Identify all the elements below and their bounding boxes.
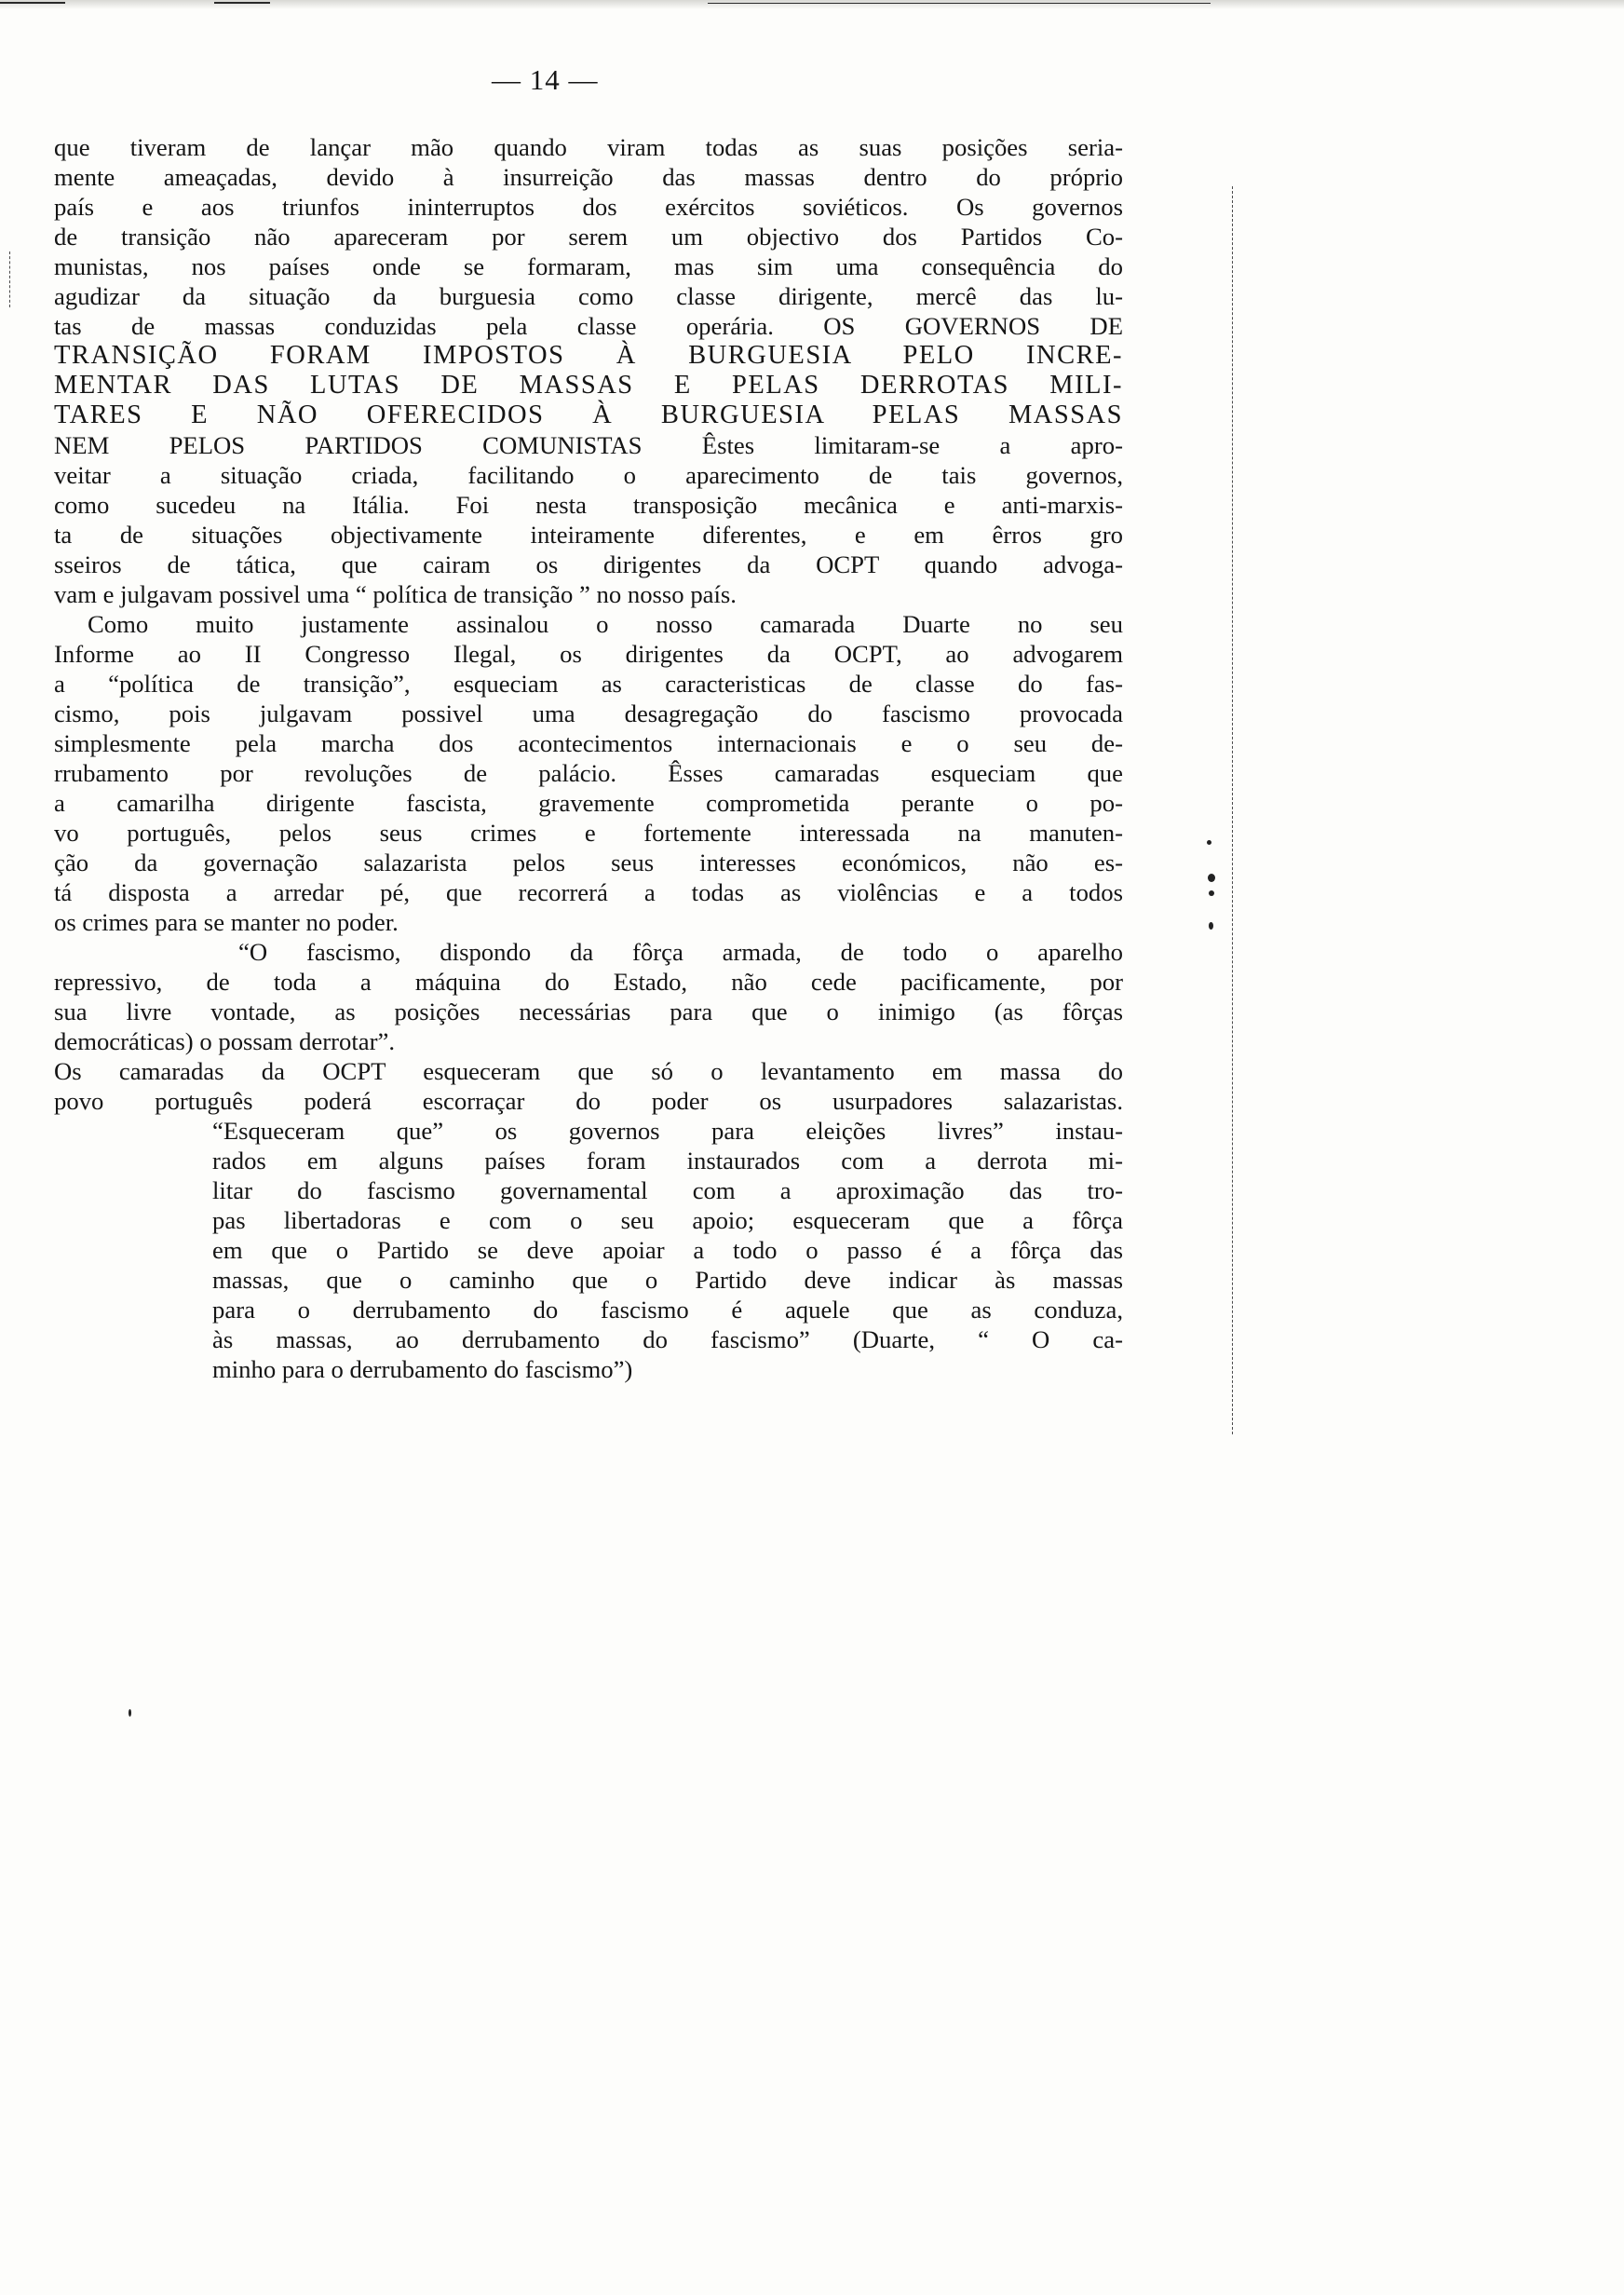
text-line: agudizar da situação da burguesia como classe dirigente, mercê das lu-: [54, 282, 1123, 310]
text-line: como sucedeu na Itália. Foi nesta transposição mecânica e anti-marxis-: [54, 491, 1123, 519]
paragraph-1: [54, 132, 1123, 609]
text-line: os crimes para se manter no poder.: [54, 908, 399, 936]
quote-line: “Esqueceram que” os governos para eleições livres” instau-: [212, 1117, 1123, 1145]
quote-line: repressivo, de toda a máquina do Estado, não cede pacificamente, por: [54, 968, 1123, 996]
margin-dashed-line: [1232, 186, 1233, 1434]
text-line-caps: TRANSIÇÃO FORAM IMPOSTOS À BURGUESIA PELO INCRE-: [54, 341, 1123, 370]
margin-speck: [1209, 922, 1213, 930]
paragraph-3: [54, 1056, 1123, 1116]
quote-1: [54, 937, 1123, 1056]
text-line: povo português poderá escorraçar do poder os usurpadores salazaristas.: [54, 1087, 1123, 1115]
text-line: tas de massas conduzidas pela classe operária. OS GOVERNOS DE: [54, 312, 1123, 340]
quote-line: às massas, ao derrubamento do fascismo” (Duarte, “ O ca-: [212, 1325, 1123, 1353]
text-line: veitar a situação criada, facilitando o aparecimento de tais governos,: [54, 461, 1123, 489]
quote-line: para o derrubamento do fascismo é aquele que as conduza,: [212, 1296, 1123, 1324]
quote-line: pas libertadoras e com o seu apoio; esqueceram que a fôrça: [212, 1206, 1123, 1234]
margin-speck: [1207, 840, 1211, 845]
quote-line: litar do fascismo governamental com a aproximação das tro-: [212, 1176, 1123, 1204]
text-line: a camarilha dirigente fascista, gravemente comprometida perante o po-: [54, 789, 1123, 817]
text-line: que tiveram de lançar mão quando viram todas as suas posições seria-: [54, 133, 1123, 161]
text-line: de transição não apareceram por serem um objectivo dos Partidos Co-: [54, 223, 1123, 251]
text-line: cismo, pois julgavam possivel uma desagregação do fascismo provocada: [54, 699, 1123, 727]
text-line: Informe ao II Congresso Ilegal, os dirigentes da OCPT, ao advogarem: [54, 640, 1123, 668]
page-speck: [129, 1709, 131, 1717]
text-line-caps: MENTAR DAS LUTAS DE MASSAS E PELAS DERROTAS MILI-: [54, 371, 1123, 400]
quote-line: “O fascismo, dispondo da fôrça armada, de todo o aparelho: [238, 938, 1123, 966]
text-line: NEM PELOS PARTIDOS COMUNISTAS Êstes limitaram-se a apro-: [54, 431, 1123, 459]
text-line: ta de situações objectivamente inteiramente diferentes, e em êrros gro: [54, 521, 1123, 549]
quote-line: massas, que o caminho que o Partido deve indicar às massas: [212, 1266, 1123, 1294]
text-line: vam e julgavam possivel uma “ política de transição ” no nosso país.: [54, 580, 737, 608]
scan-edge-mark: [214, 2, 270, 4]
text-line: sseiros de tática, que cairam os dirigentes da OCPT quando advoga-: [54, 550, 1123, 578]
text-line: rrubamento por revoluções de palácio. Êsses camaradas esqueciam que: [54, 759, 1123, 787]
quote-line: minho para o derrubamento do fascismo”): [212, 1355, 633, 1383]
text-line: ção da governação salazarista pelos seus interesses económicos, não es-: [54, 849, 1123, 876]
text-line: a “política de transição”, esqueciam as caracteristicas de classe do fas-: [54, 670, 1123, 698]
margin-speck: [1209, 890, 1214, 896]
text-line: vo português, pelos seus crimes e fortemente interessada na manuten-: [54, 819, 1123, 847]
quote-line: democráticas) o possam derrotar”.: [54, 1027, 396, 1055]
scan-edge-mark: [0, 2, 65, 4]
text-line-caps: TARES E NÃO OFERECIDOS À BURGUESIA PELAS MASSAS: [54, 401, 1123, 429]
paragraph-2: [54, 609, 1123, 937]
text-line: tá disposta a arredar pé, que recorrerá a todas as violências e a todos: [54, 878, 1123, 906]
page-number: — 14 —: [492, 63, 599, 96]
document-body: [54, 132, 1123, 1384]
quote-line: rados em alguns países foram instaurados com a derrota mi-: [212, 1147, 1123, 1175]
quote-line: em que o Partido se deve apoiar a todo o passo é a fôrça das: [212, 1236, 1123, 1264]
text-line: simplesmente pela marcha dos acontecimentos internacionais e o seu de-: [54, 729, 1123, 757]
text-line: munistas, nos países onde se formaram, mas sim uma consequência do: [54, 252, 1123, 280]
text-line: Os camaradas da OCPT esqueceram que só o levantamento em massa do: [54, 1057, 1123, 1085]
scan-edge-mark: [708, 3, 1211, 4]
quote-line: sua livre vontade, as posições necessárias para que o inimigo (as fôrças: [54, 998, 1123, 1025]
text-line: mente ameaçadas, devido à insurreição das massas dentro do próprio: [54, 163, 1123, 191]
margin-tick: [9, 251, 10, 307]
margin-speck: [1208, 874, 1215, 882]
quote-2: [212, 1116, 1123, 1384]
text-line: Como muito justamente assinalou o nosso camarada Duarte no seu: [88, 610, 1123, 638]
text-line: país e aos triunfos ininterruptos dos exércitos soviéticos. Os governos: [54, 193, 1123, 221]
